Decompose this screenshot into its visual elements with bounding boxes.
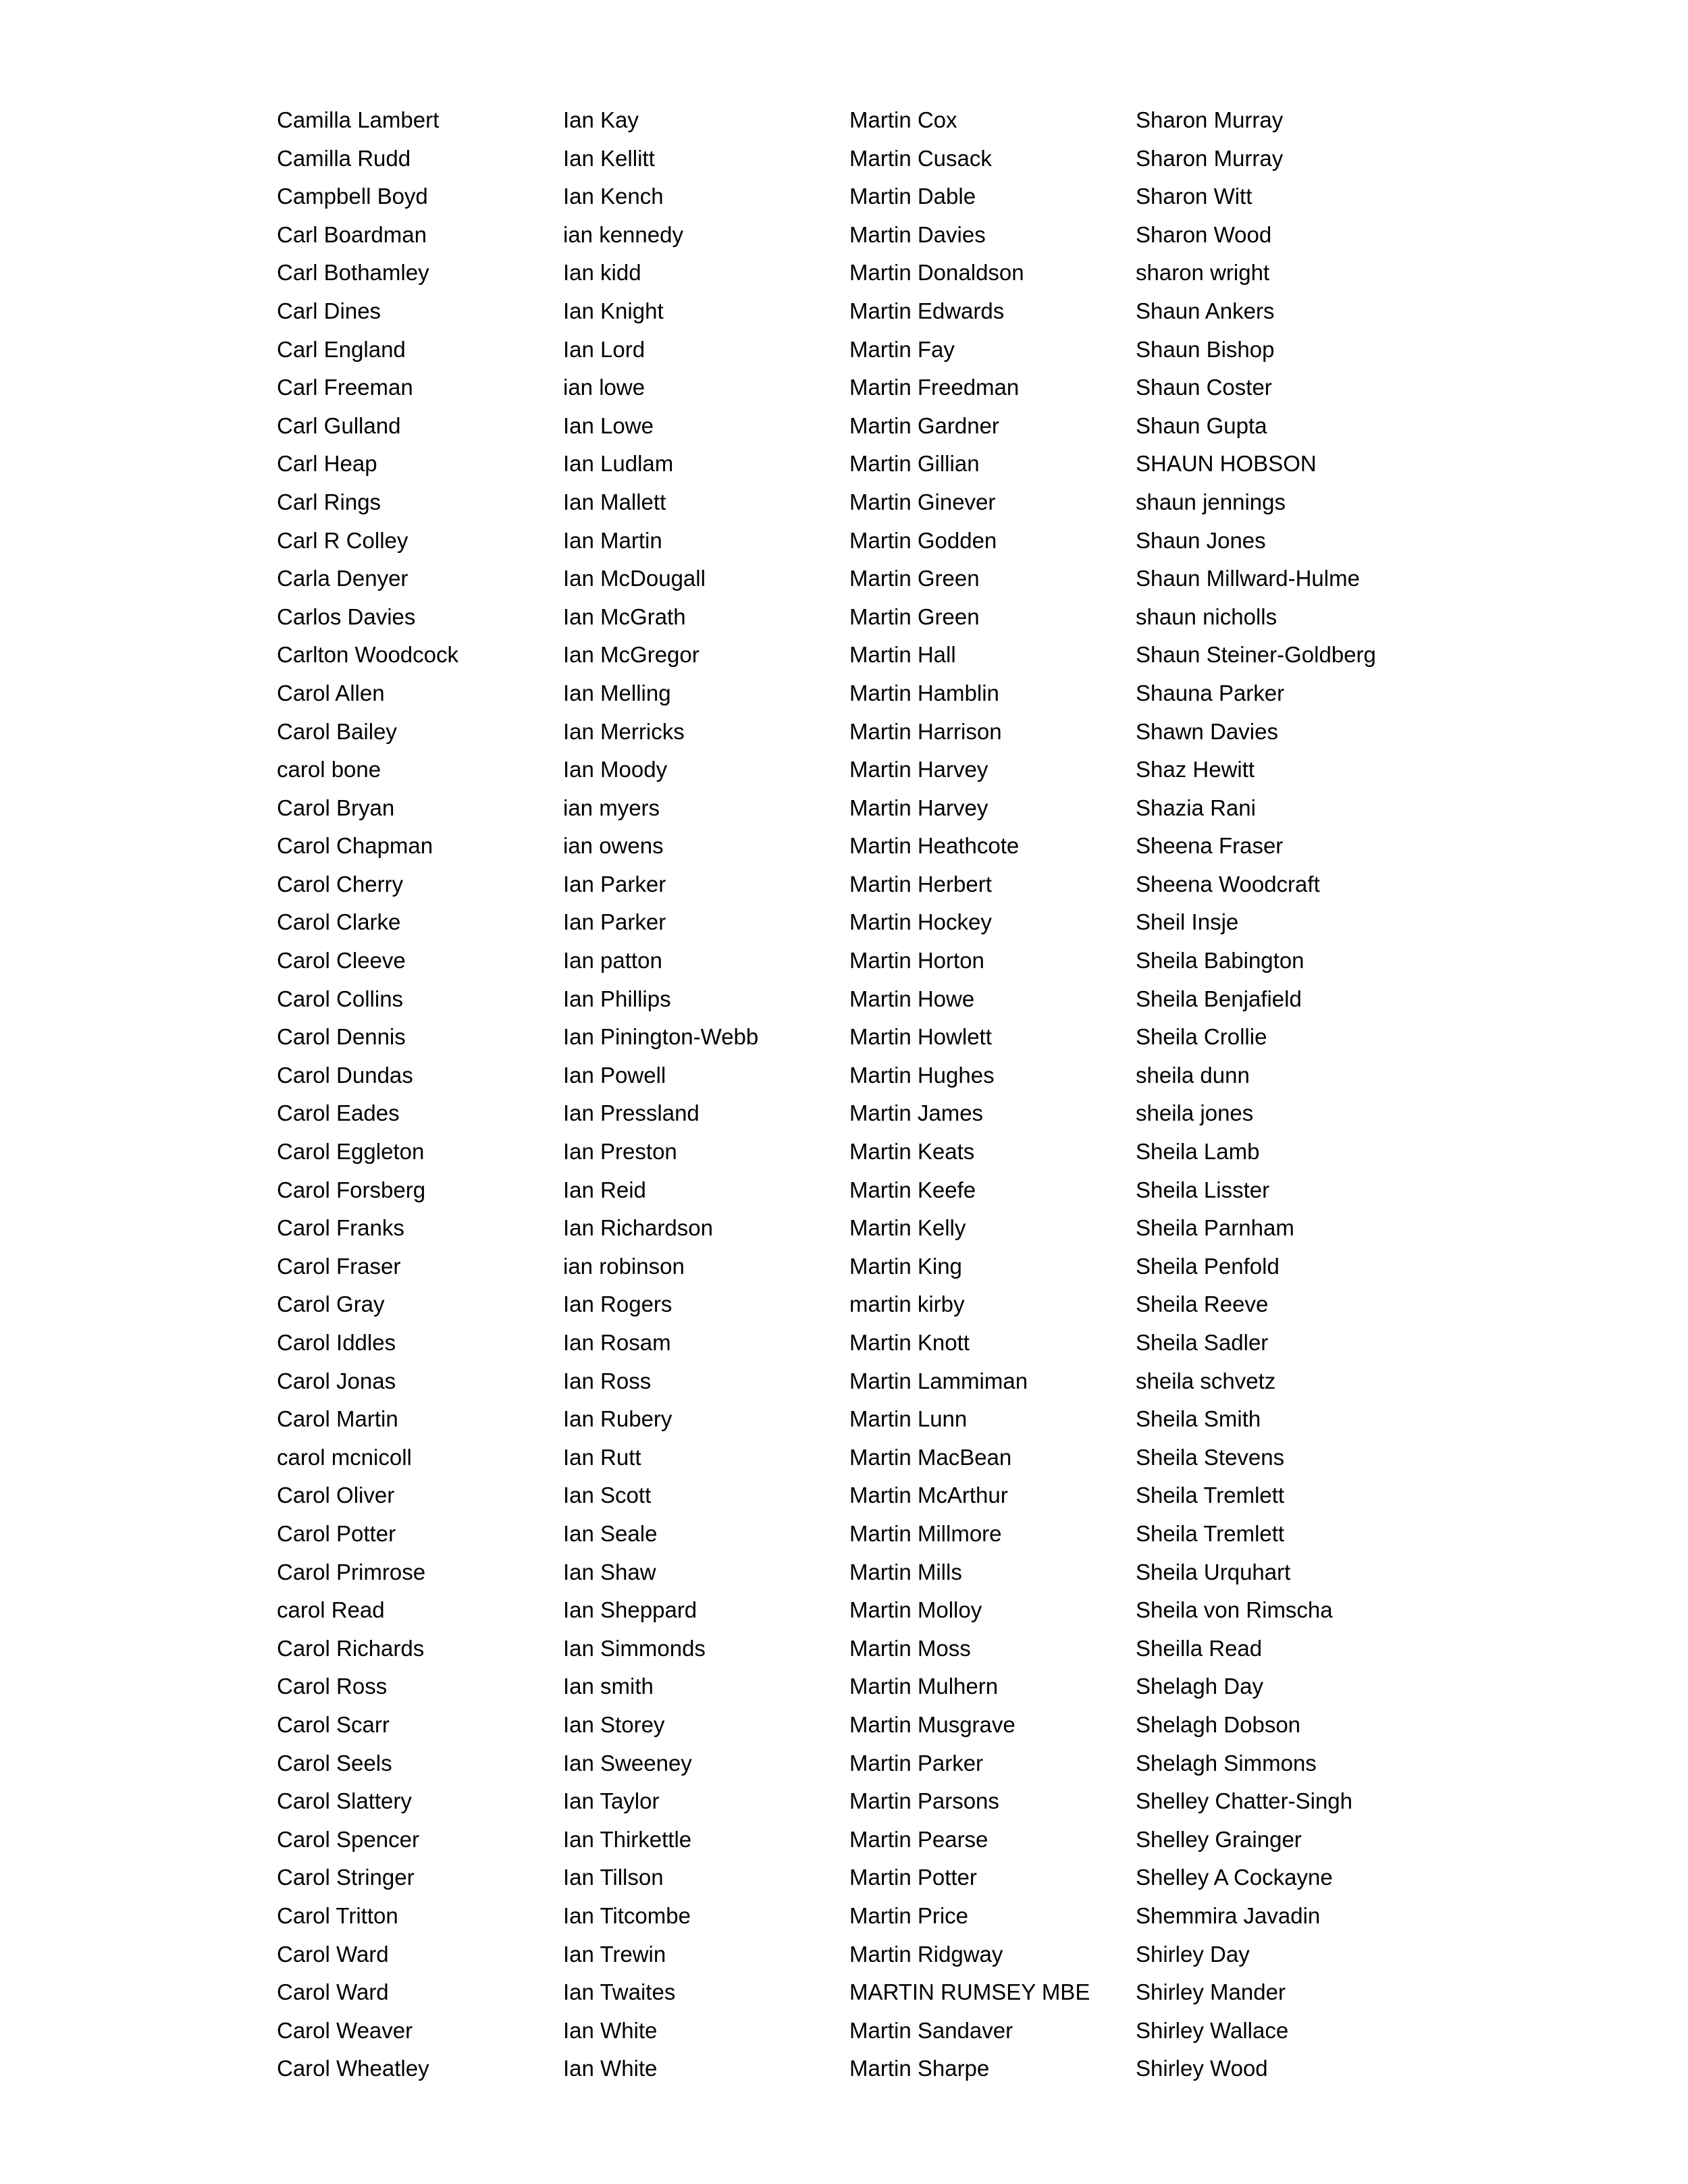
name-entry: Martin Parsons — [849, 1788, 999, 1814]
name-entry: Martin Sandaver — [849, 2017, 1013, 2043]
name-entry: Sheila Smith — [1136, 1406, 1261, 1432]
name-entry: Sheila Babington — [1136, 948, 1304, 974]
name-entry: Carol Bailey — [277, 718, 397, 744]
name-entry: Shirley Mander — [1136, 1979, 1286, 2005]
name-entry: Ian Taylor — [563, 1788, 660, 1814]
name-entry: shaun nicholls — [1136, 604, 1277, 629]
name-entry: Martin Knott — [849, 1330, 970, 1355]
name-entry: Sheila Stevens — [1136, 1444, 1285, 1470]
name-entry: Martin Donaldson — [849, 260, 1024, 286]
name-entry: Ian kidd — [563, 260, 641, 286]
name-entry: Shirley Wallace — [1136, 2017, 1289, 2043]
name-entry: Sheila Sadler — [1136, 1330, 1269, 1355]
name-entry: Martin Edwards — [849, 298, 1005, 323]
name-entry: Ian McDougall — [563, 566, 706, 591]
name-entry: Martin Lunn — [849, 1406, 968, 1432]
name-entry: Martin Kelly — [849, 1215, 966, 1241]
name-entry: Carol Stringer — [277, 1865, 415, 1890]
name-entry: Martin Heathcote — [849, 833, 1020, 859]
name-entry: Sheila Lisster — [1136, 1177, 1270, 1202]
name-entry: Ian patton — [563, 948, 662, 974]
name-entry: Sheila Lamb — [1136, 1139, 1260, 1165]
name-entry: Carol Ward — [277, 1979, 389, 2005]
name-entry: ian robinson — [563, 1253, 685, 1279]
name-entry: Ian Ludlam — [563, 451, 674, 477]
name-entry: Martin Green — [849, 566, 980, 591]
name-entry: Ian Simmonds — [563, 1635, 706, 1661]
name-entry: Sheena Woodcraft — [1136, 871, 1320, 897]
name-entry: Shaun Ankers — [1136, 298, 1275, 323]
name-entry: Sheila Benjafield — [1136, 986, 1302, 1011]
name-entry: Ian Rogers — [563, 1291, 672, 1317]
name-entry: Carlos Davies — [277, 604, 416, 629]
name-entry: Ian Titcombe — [563, 1902, 691, 1928]
name-entry: Martin Howe — [849, 986, 975, 1011]
name-entry: carol mcnicoll — [277, 1444, 412, 1470]
name-entry: Sharon Murray — [1136, 145, 1284, 171]
name-entry: Shazia Rani — [1136, 795, 1256, 820]
name-entry: Ian Rosam — [563, 1330, 671, 1355]
name-entry: Ian Lowe — [563, 412, 654, 438]
name-entry: Ian Lord — [563, 336, 645, 362]
name-entry: Martin Ginever — [849, 489, 996, 514]
name-entry: Sharon Witt — [1136, 184, 1252, 209]
name-entry: Carol Gray — [277, 1291, 385, 1317]
name-entry: Carol Eggleton — [277, 1139, 425, 1165]
name-entry: ian lowe — [563, 375, 645, 400]
name-entry: Martin Sharpe — [849, 2056, 990, 2081]
name-entry: Carol Ross — [277, 1674, 388, 1699]
name-entry: Martin Fay — [849, 336, 955, 362]
name-entry: Ian Thirkettle — [563, 1826, 692, 1852]
name-entry: Martin Harvey — [849, 757, 988, 782]
name-entry: Ian Richardson — [563, 1215, 713, 1241]
name-entry: Sheil Insje — [1136, 909, 1239, 935]
name-entry: Martin Keefe — [849, 1177, 976, 1202]
name-entry: Carlton Woodcock — [277, 642, 459, 668]
name-column-3 — [849, 101, 1133, 2088]
name-entry: Ian Rubery — [563, 1406, 672, 1432]
name-entry: Shaun Jones — [1136, 527, 1266, 553]
name-column-2 — [563, 101, 847, 2088]
name-entry: Martin Mills — [849, 1559, 962, 1584]
name-entry: Carol Spencer — [277, 1826, 419, 1852]
name-entry: Ian Ross — [563, 1368, 652, 1393]
name-entry: Ian McGrath — [563, 604, 686, 629]
name-entry: Ian smith — [563, 1674, 654, 1699]
name-entry: Ian Powell — [563, 1062, 666, 1088]
name-entry: Ian Kench — [563, 184, 664, 209]
name-entry: Carol Forsberg — [277, 1177, 426, 1202]
name-entry: Martin Pearse — [849, 1826, 988, 1852]
name-entry: Ian Phillips — [563, 986, 671, 1011]
name-entry: Martin Dable — [849, 184, 976, 209]
name-entry: Martin Horton — [849, 948, 984, 974]
name-entry: Carol Seels — [277, 1750, 392, 1776]
name-entry: Carol Allen — [277, 680, 385, 705]
name-entry: Shawn Davies — [1136, 718, 1278, 744]
name-entry: Martin Mulhern — [849, 1674, 999, 1699]
name-entry: Ian Mallett — [563, 489, 666, 514]
name-entry: Ian Kellitt — [563, 145, 655, 171]
name-entry: MARTIN RUMSEY MBE — [849, 1979, 1090, 2005]
name-entry: Ian Preston — [563, 1139, 677, 1165]
name-entry: Martin MacBean — [849, 1444, 1012, 1470]
name-entry: Ian Melling — [563, 680, 671, 705]
name-entry: ian owens — [563, 833, 664, 859]
name-entry: carol Read — [277, 1597, 385, 1623]
name-entry: Ian Sheppard — [563, 1597, 697, 1623]
name-entry: Martin Godden — [849, 527, 997, 553]
name-entry: carol bone — [277, 757, 381, 782]
name-entry: Camilla Lambert — [277, 107, 440, 132]
name-entry: Martin Price — [849, 1902, 969, 1928]
name-entry: ian myers — [563, 795, 660, 820]
name-entry: Ian Tillson — [563, 1865, 664, 1890]
name-entry: Martin Cusack — [849, 145, 992, 171]
name-entry: Martin James — [849, 1100, 984, 1126]
name-entry: Carol Eades — [277, 1100, 400, 1126]
name-entry: Martin Lammiman — [849, 1368, 1028, 1393]
name-entry: Sheila Tremlett — [1136, 1483, 1285, 1508]
name-entry: Shemmira Javadin — [1136, 1902, 1321, 1928]
name-entry: Ian Knight — [563, 298, 664, 323]
name-entry: ian kennedy — [563, 221, 683, 247]
name-entry: sheila jones — [1136, 1100, 1254, 1126]
name-entry: Shaun Gupta — [1136, 412, 1267, 438]
name-entry: Shelagh Dobson — [1136, 1711, 1301, 1737]
name-entry: Martin Harrison — [849, 718, 1002, 744]
name-entry: Sheila Urquhart — [1136, 1559, 1291, 1584]
name-entry: Carl Boardman — [277, 221, 427, 247]
name-entry: Ian Shaw — [563, 1559, 656, 1584]
name-column-1 — [277, 101, 560, 2088]
name-entry: Ian Storey — [563, 1711, 665, 1737]
name-entry: Carol Collins — [277, 986, 404, 1011]
name-entry: Campbell Boyd — [277, 184, 428, 209]
name-entry: Ian White — [563, 2056, 658, 2081]
name-entry: Shaun Millward-Hulme — [1136, 566, 1360, 591]
name-entry: Carol Martin — [277, 1406, 398, 1432]
name-entry: Martin Gardner — [849, 412, 999, 438]
name-entry: Carl England — [277, 336, 406, 362]
name-entry: Ian Twaites — [563, 1979, 676, 2005]
name-entry: Martin Howlett — [849, 1024, 992, 1050]
name-entry: Shelley A Cockayne — [1136, 1865, 1333, 1890]
name-entry: Carla Denyer — [277, 566, 408, 591]
name-entry: Shaz Hewitt — [1136, 757, 1255, 782]
name-entry: Carol Tritton — [277, 1902, 398, 1928]
name-entry: SHAUN HOBSON — [1136, 451, 1317, 477]
name-entry: Martin Herbert — [849, 871, 992, 897]
name-column-4 — [1136, 101, 1419, 2088]
name-entry: Ian McGregor — [563, 642, 700, 668]
name-entry: Martin Hockey — [849, 909, 992, 935]
name-entry: Sheila Reeve — [1136, 1291, 1269, 1317]
name-entry: Sheila von Rimscha — [1136, 1597, 1333, 1623]
name-entry: Sheila Penfold — [1136, 1253, 1280, 1279]
name-entry: Carl Rings — [277, 489, 381, 514]
name-entry: Shirley Wood — [1136, 2056, 1268, 2081]
name-entry: Ian Merricks — [563, 718, 685, 744]
name-entry: Martin Molloy — [849, 1597, 982, 1623]
name-entry: Carol Iddles — [277, 1330, 396, 1355]
name-entry: Sheila Crollie — [1136, 1024, 1267, 1050]
name-entry: Ian Parker — [563, 871, 666, 897]
name-entry: Carol Oliver — [277, 1483, 395, 1508]
name-entry: Martin Ridgway — [849, 1941, 1003, 1967]
name-entry: Martin Harvey — [849, 795, 988, 820]
name-entry: Carol Clarke — [277, 909, 401, 935]
name-entry: Sheila Parnham — [1136, 1215, 1294, 1241]
name-entry: Carol Richards — [277, 1635, 425, 1661]
name-entry: Martin Davies — [849, 221, 986, 247]
name-entry: Ian Martin — [563, 527, 662, 553]
name-entry: Ian Trewin — [563, 1941, 666, 1967]
name-entry: Carl Freeman — [277, 375, 413, 400]
name-entry: Carol Scarr — [277, 1711, 390, 1737]
name-entry: Carol Fraser — [277, 1253, 401, 1279]
name-entry: Shelley Chatter-Singh — [1136, 1788, 1353, 1814]
name-entry: Shelagh Simmons — [1136, 1750, 1317, 1776]
name-entry: Martin Hughes — [849, 1062, 995, 1088]
name-entry: Camilla Rudd — [277, 145, 411, 171]
name-entry: Ian Seale — [563, 1520, 658, 1546]
name-entry: Ian Scott — [563, 1483, 652, 1508]
name-entry: Martin King — [849, 1253, 962, 1279]
name-entry: Ian Sweeney — [563, 1750, 692, 1776]
name-entry: Carol Potter — [277, 1520, 396, 1546]
name-entry: martin kirby — [849, 1291, 965, 1317]
name-entry: Ian Moody — [563, 757, 668, 782]
name-entry: Martin Musgrave — [849, 1711, 1016, 1737]
name-entry: Shelley Grainger — [1136, 1826, 1302, 1852]
name-entry: Carol Primrose — [277, 1559, 426, 1584]
name-entry: Shirley Day — [1136, 1941, 1250, 1967]
name-entry: sheila schvetz — [1136, 1368, 1276, 1393]
name-entry: Carol Dundas — [277, 1062, 413, 1088]
name-entry: Carol Cleeve — [277, 948, 406, 974]
name-entry: Carol Slattery — [277, 1788, 412, 1814]
name-entry: Carol Dennis — [277, 1024, 406, 1050]
name-entry: Sharon Wood — [1136, 221, 1272, 247]
name-entry: Martin Keats — [849, 1139, 975, 1165]
name-entry: Carol Wheatley — [277, 2056, 429, 2081]
name-entry: Martin Potter — [849, 1865, 977, 1890]
name-entry: Carl R Colley — [277, 527, 408, 553]
name-entry: Carl Bothamley — [277, 260, 429, 286]
name-entry: Sheena Fraser — [1136, 833, 1284, 859]
name-entry: Ian Kay — [563, 107, 639, 132]
name-entry: Ian Pressland — [563, 1100, 700, 1126]
name-entry: Carl Heap — [277, 451, 377, 477]
name-entry: Ian Reid — [563, 1177, 646, 1202]
name-entry: Ian Rutt — [563, 1444, 641, 1470]
name-entry: Martin Hamblin — [849, 680, 999, 705]
name-entry: Martin Green — [849, 604, 980, 629]
name-entry: shaun jennings — [1136, 489, 1286, 514]
name-entry: Carl Dines — [277, 298, 381, 323]
name-entry: sheila dunn — [1136, 1062, 1250, 1088]
name-entry: Carol Cherry — [277, 871, 404, 897]
name-entry: Martin Gillian — [849, 451, 980, 477]
name-entry: Carol Bryan — [277, 795, 395, 820]
name-entry: Carol Jonas — [277, 1368, 396, 1393]
name-entry: Sharon Murray — [1136, 107, 1284, 132]
name-entry: Carol Weaver — [277, 2017, 413, 2043]
name-entry: Martin Freedman — [849, 375, 1020, 400]
name-entry: sharon wright — [1136, 260, 1270, 286]
name-entry: Martin Cox — [849, 107, 957, 132]
name-entry: Carol Ward — [277, 1941, 389, 1967]
name-entry: Sheila Tremlett — [1136, 1520, 1285, 1546]
name-entry: Shaun Steiner-Goldberg — [1136, 642, 1376, 668]
name-entry: Shaun Bishop — [1136, 336, 1275, 362]
name-entry: Carol Franks — [277, 1215, 404, 1241]
name-entry: Martin Hall — [849, 642, 956, 668]
name-entry: Martin McArthur — [849, 1483, 1008, 1508]
name-entry: Martin Millmore — [849, 1520, 1002, 1546]
name-entry: Ian Parker — [563, 909, 666, 935]
name-entry: Carol Chapman — [277, 833, 433, 859]
name-entry: Shelagh Day — [1136, 1674, 1263, 1699]
name-entry: Martin Moss — [849, 1635, 971, 1661]
name-entry: Shauna Parker — [1136, 680, 1285, 705]
name-entry: Martin Parker — [849, 1750, 984, 1776]
name-entry: Ian White — [563, 2017, 658, 2043]
name-entry: Shaun Coster — [1136, 375, 1272, 400]
name-entry: Carl Gulland — [277, 412, 401, 438]
name-entry: Sheilla Read — [1136, 1635, 1263, 1661]
name-entry: Ian Pinington-Webb — [563, 1024, 759, 1050]
